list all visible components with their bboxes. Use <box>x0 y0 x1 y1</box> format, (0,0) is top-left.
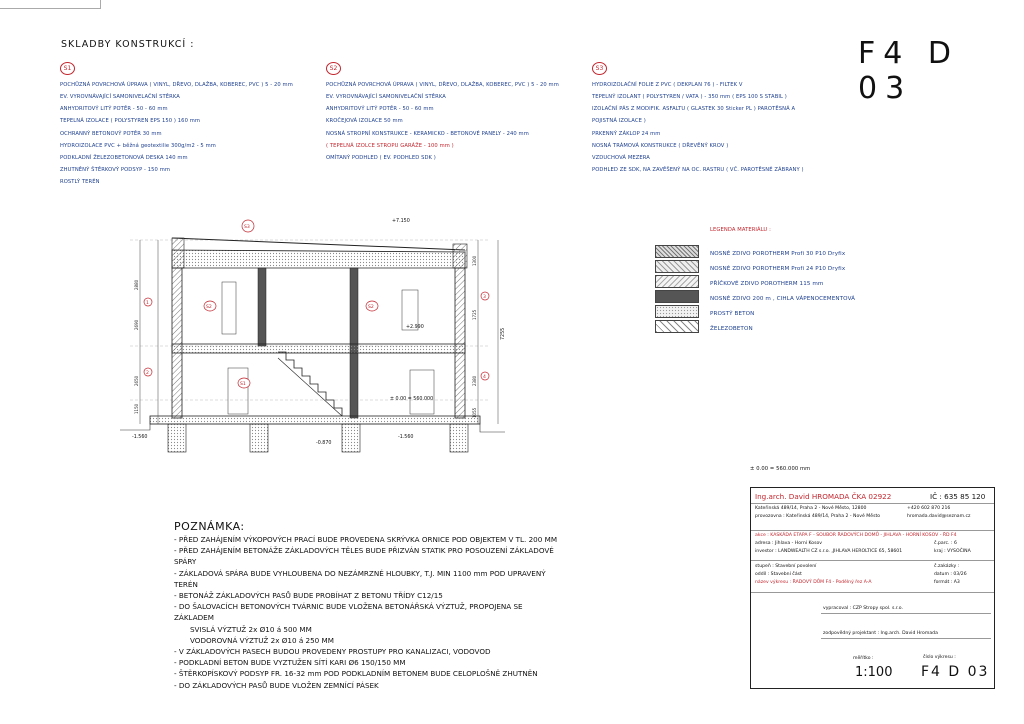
note-line: - ZÁKLADOVÁ SPÁRA BUDE VYHLOUBENA DO NEZÁMRZNÉ HLOUBKY, T.J. MIN 1100 mm POD UPRAVENÝ <box>174 568 546 578</box>
legend-swatch <box>655 320 699 333</box>
stage: stupeň : Stavební povolení <box>755 564 817 569</box>
composition-line: OMÍTANÝ PODHLED ( EV. PODHLED SDK ) <box>326 154 436 161</box>
legend-swatch <box>655 290 699 303</box>
composition-line: TEPELNÝ IZOLANT ( POLYSTYREN / VATA ) - 350 mm ( EPS 100 S STABIL ) <box>592 94 787 101</box>
legend-label: PŘÍČKOVÉ ZDIVO POROTHERM 115 mm <box>710 281 824 287</box>
composition-line: TEPELNÁ IZOLACE ( POLYSTYREN EPS 150 ) 160 mm <box>60 118 201 125</box>
composition-line: IZOLAČNÍ PÁS Z MODIFIK. ASFALTU ( GLASTEK 30 Sticker PL ) PAROTĚSNÁ A <box>592 106 796 113</box>
office-line: provozovna : Kateřinská 489/14, Praha 2 - Nové Město <box>755 514 881 519</box>
note-line: ZÁKLADEM <box>174 613 214 623</box>
legend-swatch <box>655 245 699 258</box>
legend-label: NOSNÉ ZDIVO 200 m , CIHLA VÁPENOCEMENTOVÁ <box>710 296 856 302</box>
title-block <box>750 487 995 689</box>
dim-right: 2380 <box>472 375 477 386</box>
legend-label: NOSNÉ ZDIVO POROTHERM Profi 30 P10 Dryfix <box>710 251 846 257</box>
zero-level-note: ± 0.00 = 560.000 mm <box>750 466 811 472</box>
number-label: číslo výkresu : <box>923 655 956 660</box>
room-tag: S2 <box>368 305 374 310</box>
legend-swatch <box>655 305 699 318</box>
composition-s1 <box>60 62 293 192</box>
legend-swatch <box>655 275 699 288</box>
note-line: - PODKLADNÍ BETON BUDE VYZTUŽEN SÍTÍ KARI Ø6 150/150 MM <box>174 658 406 668</box>
responsible-designer: zodpovědný projektant : Ing.arch. David Hromada <box>823 631 938 636</box>
legend-swatch <box>655 260 699 273</box>
notes-list <box>174 534 557 691</box>
part: oddíl : Stavební část <box>755 572 802 577</box>
site-address: adresa : Jihlava - Horní Kosov <box>755 541 823 546</box>
room-tag: S1 <box>240 382 246 387</box>
section-title: SKLADBY KONSTRUKCÍ : <box>61 39 195 50</box>
composition-line: ( TEPELNÁ IZOLCE STROPU GARÁŽE - 100 mm ) <box>326 142 454 149</box>
composition-line: NOSNÁ TRÁMOVÁ KONSTRUKCE ( DŘEVĚNÝ KROV ) <box>592 142 729 149</box>
architect-name: Ing.arch. David HROMADA ČKA 02922 <box>755 492 892 501</box>
composition-badge: S2 <box>326 62 341 75</box>
drawing-code: F4 D 03 <box>858 36 959 106</box>
level-mid: +2.990 <box>406 325 424 330</box>
axis-label: 4 <box>483 375 486 380</box>
legend-label: NOSNÉ ZDIVO POROTHERM Profi 24 P10 Dryfix <box>710 266 846 272</box>
note-line: - BETONÁŽ ZÁKLADOVÝCH PASŮ BUDE PROBÍHAT Z BETONU TŘÍDY C12/15 <box>174 591 443 601</box>
project-name: akce : KASKÁDA ETAPA F - SOUBOR ŘADOVÝCH DOMŮ - JIHLAVA - HORNÍ KOSOV - ŘD F4 <box>755 533 957 538</box>
legend-title: LEGENDA MATERIÁLU : <box>710 227 771 233</box>
composition-line: HYDROIZOLAČNÍ FOLIE Z PVC ( DEKPLAN 76 ) - FILTEK V <box>592 82 743 88</box>
level-zero: ± 0.00 = 560.000 <box>390 397 434 402</box>
paper-format: formát : A3 <box>934 580 960 585</box>
composition-badge: S3 <box>592 62 607 75</box>
prepared-by: vypracoval : CZP Stropy spol. s.r.o. <box>823 606 903 611</box>
dim-right: 1055 <box>472 407 477 418</box>
note-line: - PŘED ZAHÁJENÍM BETONÁŽE ZÁKLADOVÝCH TĚLES BUDE PŘIZVÁN STATIK PRO POSOUZENÍ ZÁKLADOVÉ <box>174 546 554 556</box>
note-line: - V ZÁKLADOVÝCH PASECH BUDOU PROVEDENY PROSTUPY PRO KANALIZACI, VODOVOD <box>174 647 491 657</box>
dim-left: 2650 <box>134 375 139 386</box>
composition-line: VZDUCHOVÁ MEZERA <box>592 154 650 161</box>
composition-line: PODKLADNÍ ŽELEZOBETONOVÁ DESKA 140 mm <box>60 154 188 161</box>
dim-right: 1725 <box>472 309 477 320</box>
composition-line: HYDROIZOLACE PVC + běžná geotextilie 300g/m2 - 5 mm <box>60 142 216 149</box>
room-tag: S3 <box>244 225 250 230</box>
legend-label: ŽELEZOBETON <box>710 326 753 332</box>
axis-label: 2 <box>146 371 149 376</box>
longitudinal-section-drawing <box>110 210 510 470</box>
level-bottom-right: -1.560 <box>398 435 414 440</box>
axis-label: 3 <box>483 295 486 300</box>
region: kraj : VYSOČINA <box>934 549 971 554</box>
composition-line: ZHUTNĚNÝ ŠTĚRKOVÝ PODSYP - 150 mm <box>60 167 171 174</box>
axis-label: 1 <box>146 301 149 306</box>
dim-right: 1300 <box>472 255 477 266</box>
composition-line: PRKENNÝ ZÁKLOP 24 mm <box>592 130 661 137</box>
composition-badge: S1 <box>60 62 75 75</box>
note-line: SPÁRY <box>174 557 197 567</box>
drawing-name: název výkresu : ŘADOVÝ DŮM F4 - Podélný řez A-A <box>755 580 872 585</box>
composition-line: NOSNÁ STROPNÍ KONSTRUKCE - KERAMICKO - BETONOVÉ PANELY - 240 mm <box>326 130 529 137</box>
composition-line: PODHLED ZE SDK, NA ZAVĚŠENÝ NA OC. RASTRU ( VČ. PAROTĚSNÉ ZÁBRANY ) <box>592 167 804 174</box>
composition-line: EV. VYROVNÁVAJÍCÍ SAMONIVELAČNÍ STĚRKA <box>60 94 180 101</box>
composition-line: EV. VYROVNÁVAJÍCÍ SAMONIVELAČNÍ STĚRKA <box>326 94 446 101</box>
composition-line: POCHŮZNÁ POVRCHOVÁ ÚPRAVA ( VINYL, DŘEVO, DLAŽBA, KOBEREC, PVC ) 5 - 20 mm <box>60 82 293 88</box>
investor: investor : LANDWEALTH CZ s.r.o. ,JIHLAVA HEROLTICE 65, 58601 <box>755 549 903 554</box>
composition-line: ROSTLÝ TERÉN <box>60 179 100 186</box>
level-bottom-left: -1.560 <box>132 435 148 440</box>
phone: +420 602 870 216 <box>907 506 951 511</box>
level-pit: -0.870 <box>316 441 332 446</box>
contract-number: č.zakázky : <box>934 564 960 569</box>
drawing-number: F4 D 03 <box>921 664 990 680</box>
composition-s3 <box>592 62 804 180</box>
legend-label: PROSTÝ BETON <box>710 311 755 317</box>
scale: 1:100 <box>855 665 893 680</box>
ic-number: IČ : 635 85 120 <box>930 492 986 501</box>
date: datum : 03/26 <box>934 572 967 577</box>
note-line: TERÉN <box>174 579 198 589</box>
dim-left: 1150 <box>134 403 139 414</box>
note-line: - DO ŠALOVACÍCH BETONOVÝCH TVÁRNIC BUDE VLOŽENA BETONÁŘSKÁ VÝZTUŽ, PROPOJENA SE <box>174 602 523 612</box>
parcel-number: č.parc. : 6 <box>934 541 957 546</box>
overall-dimension: 7255 <box>501 327 506 340</box>
composition-line: POJISTNÁ IZOLACE ) <box>592 118 646 125</box>
composition-line: ANHYDRITOVÝ LITÝ POTĚR - 50 - 60 mm <box>326 106 434 113</box>
notes-title: POZNÁMKA: <box>174 520 245 533</box>
composition-line: OCHRANNÝ BETONOVÝ POTĚR 30 mm <box>60 130 162 137</box>
composition-line: KROČEJOVÁ IZOLACE 50 mm <box>326 118 403 125</box>
note-line: SVISLÁ VÝZTUŽ 2x Ø10 á 500 MM <box>190 624 312 634</box>
note-line: - DO ZÁKLADOVÝCH PASŮ BUDE VLOŽEN ZEMNÍCÍ PÁSEK <box>174 680 379 690</box>
note-line: - PŘED ZAHÁJENÍM VÝKOPOVÝCH PRACÍ BUDE PROVEDENA SKRÝVKA ORNICE POD OBJEKTEM V TL. 200 MM <box>174 535 558 544</box>
dim-left: 2690 <box>134 319 139 330</box>
room-tag: S2 <box>206 305 212 310</box>
composition-line: ANHYDRITOVÝ LITÝ POTĚR - 50 - 60 mm <box>60 106 168 113</box>
address-line: Kateřinská 489/14, Praha 2 - Nové Město, 12800 <box>755 506 867 511</box>
composition-s2 <box>326 62 559 168</box>
composition-line: POCHŮZNÁ POVRCHOVÁ ÚPRAVA ( VINYL, DŘEVO, DLAŽBA, KOBEREC, PVC ) 5 - 20 mm <box>326 82 559 88</box>
frame-corner <box>0 0 101 9</box>
note-line: VODOROVNÁ VÝZTUŽ 2x Ø10 á 250 MM <box>190 635 334 645</box>
level-top: +7.150 <box>392 219 410 224</box>
note-line: - ŠTĚRKOPÍSKOVÝ PODSYP FR. 16-32 mm POD PODKLADNÍM BETONEM BUDE CELOPLOŠNĚ ZHUTNĚN <box>174 669 538 679</box>
scale-label: měřítko : <box>853 656 874 661</box>
email: hromada.david@seznam.cz <box>907 514 971 519</box>
dim-left: 2880 <box>134 279 139 290</box>
